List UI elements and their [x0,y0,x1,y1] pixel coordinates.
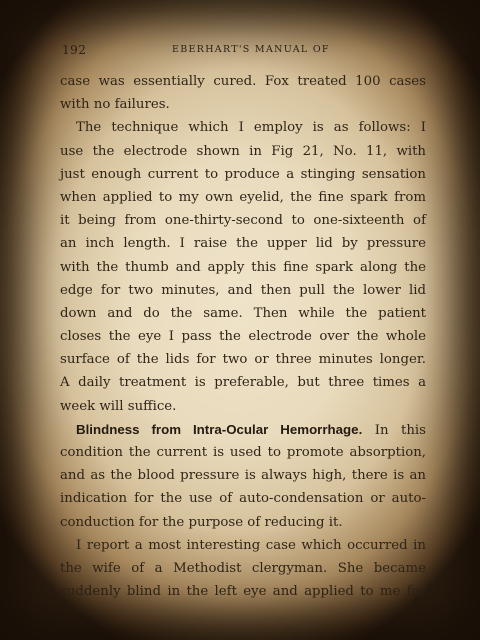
text-line [60,464,426,487]
line-text: and as the blood pressure is always high, there is an [60,468,426,484]
text-line [60,140,426,163]
line-text: I report a most interesting case which occurred in [76,537,426,553]
running-title: EBERHART'S MANUAL OF [172,44,330,55]
line-text: when applied to my own eyelid, the fine spark from [60,189,426,205]
page-number: 192 [62,43,87,57]
line-text: use the electrode shown in Fig 21, No. 11, with [60,143,426,159]
line-text: week will suffice. [60,398,177,414]
line-text: The technique which I employ is as follows: I [76,120,426,136]
text-line [60,256,426,279]
line-text: case was essentially cured. Fox treated 100 cases [60,74,426,89]
text-line [60,93,426,116]
text-line [60,209,426,232]
body-text [60,70,426,603]
text-line [60,279,426,302]
text-line [60,232,426,255]
text-line [60,371,426,394]
running-head [62,43,418,59]
section-heading: Blindness from Intra-Ocular Hemorrhage. [76,421,363,437]
text-line [60,511,426,534]
line-text: with the thumb and apply this fine spark along the [60,259,426,275]
text-line [60,116,426,139]
line-text: the wife of a Methodist clergyman. She became [60,560,426,576]
line-text: an inch length. I raise the upper lid by pressure [60,236,426,252]
line-text: down and do the same. Then while the patient [60,305,426,321]
line-text: conduction for the purpose of reducing it. [60,514,343,530]
text-line [60,580,426,603]
line-text: with no failures. [60,97,170,113]
text-line [60,487,426,510]
line-text: condition the current is used to promote absorption, [60,445,426,460]
text-line [60,348,426,371]
line-text: just enough current to produce a stinging sensation [60,166,426,182]
text-line [60,70,426,93]
text-line [60,186,426,209]
line-text: In this [374,422,426,438]
line-text: A daily treatment is preferable, but three times a [60,375,426,391]
text-line [60,418,426,441]
text-line [60,441,426,464]
text-line [60,302,426,325]
line-text: closes the eye I pass the electrode over the whole [60,329,426,345]
text-line [60,395,426,418]
line-text: edge for two minutes, and then pull the lower lid [60,282,426,298]
text-line [60,534,426,557]
line-text: suddenly blind in the left eye and applied to me for [60,584,426,600]
line-text: indication for the use of auto-condensation or auto- [60,491,426,507]
text-line [60,163,426,186]
line-text: surface of the lids for two or three minutes longer. [60,352,426,368]
text-line [60,557,426,580]
text-line [60,325,426,348]
line-text: it being from one-thirty-second to one-sixteenth of [60,213,426,229]
